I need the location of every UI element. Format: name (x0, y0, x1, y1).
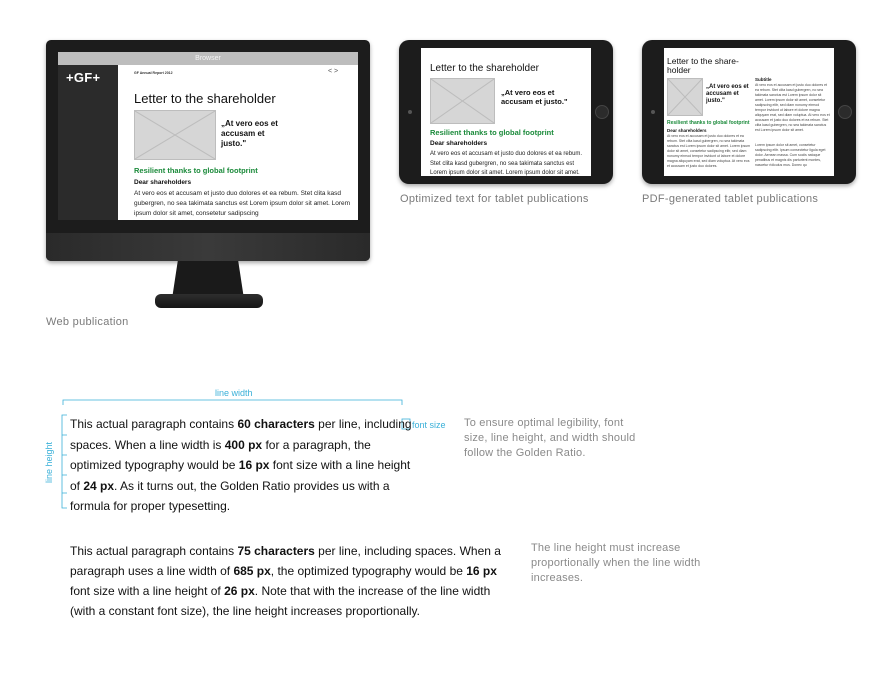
line-height-ticks (62, 435, 67, 493)
tablet-optimized-caption: Optimized text for tablet publications (400, 193, 589, 205)
line-height-bracket (62, 415, 67, 508)
tablet-section-heading: Resilient thanks to global footprint (430, 128, 554, 137)
nav-arrows-icon[interactable]: < > (328, 68, 339, 75)
web-article-title: Letter to the shareholder (134, 91, 276, 106)
pdf-section-heading: Resilient thanks to global footprint (667, 120, 750, 126)
font-size-label: font size (412, 420, 446, 430)
golden-ratio-note: To ensure optimal legibility, font size, line height, and width should follow the Golden Ratio. (464, 417, 636, 459)
gf-logo: +GF+ (66, 70, 101, 85)
pdf-article-title: Letter to the share-holder (667, 56, 739, 75)
line-width-bracket (63, 400, 402, 405)
pdf-body-text: At vero eos et accusam et justo duo dolores et ea rebum. Stet clita kasd gubergren, no sea takimata sanctus est Lorem ipsum dolor sit amet. Lorem ipsum dolor sit amet, consetetur sadipscing elitr, sed diam nonumy eirmod tempor invidunt ut labore et dolore magna aliquyam erat, sed diam voluptua. At vero eos et accusam et justo duo dolores. (667, 134, 751, 168)
tablet-article-title: Letter to the shareholder (430, 63, 539, 74)
web-body-text: At vero eos et accusam et justo duo dolores et ea rebum. Stet clita kasd gubergren, no sea takimata sanctus est Lorem ipsum dolor sit amet. Lorem ipsum dolor sit amet, consetetur sadipscing (134, 190, 351, 217)
paragraph-60-characters: This actual paragraph contains 60 characters per line, including spaces. When a line width is 400 px for a paragraph, the optimized typography would be 16 px font size with a line height of 24 px. As it turns out, the Golden Ratio provides us with a formula for proper typesetting. (70, 417, 412, 513)
pdf-column-text-2: Lorem ipsum dolor sit amet, consetetur sadipscing elitr. Ipsum consectetur ligula eget dolor. Aenean massa. Cum sociis natoque penatibus et magnis dis parturient montes, nascetur ridiculus mus. Donec qu (755, 143, 826, 167)
tablet-body-text: At vero eos et accusam et justo duo dolores et ea rebum. Stet clita kasd gubergren, no sea takimata sanctus est Lorem ipsum dolor sit amet. Lorem ipsum dolor sit amet. (430, 151, 583, 176)
pdf-column-text: At vero eos et accusam et justo duo dolores et ea rebum. Stet clita kasd gubergren, no sea takimata sanctus est Lorem ipsum dolor sit amet. Lorem ipsum dolor sit amet, consetetur sadipscing elitr, sed diam nonumy eirmod tempor invidunt ut labore et dolore magna aliquyam erat, sed diam voluptua. At vero eos et accusam et justo duo dolores et ea rebum. Stet clita kasd gubergren, no sea takimata sanctus est Lorem ipsum dolor sit amet. (755, 83, 830, 132)
line-height-label: line height (44, 441, 54, 483)
web-subheading: Dear shareholders (134, 179, 192, 186)
pdf-subtitle: Subtitle (755, 77, 772, 82)
web-pull-quote: „At vero eos et accusam et justo." (221, 119, 278, 148)
tablet-pull-quote: „At vero eos et accusam et justo." (501, 88, 568, 106)
paragraph-75-characters: This actual paragraph contains 75 characters per line, including spaces. When a paragraph uses a line width of 685 px, the optimized typography would be 16 px font size with a line height of 26 px. Note that with the increase of the line width (with a constant font size), the line height increases proportionally. (70, 544, 501, 618)
tablet-pdf-caption: PDF-generated tablet publications (642, 193, 819, 205)
browser-titlebar: Browser (58, 52, 358, 65)
line-height-note: The line height must increase proportionally when the line width increases. (531, 542, 701, 584)
web-caption: Web publication (46, 316, 129, 328)
web-section-heading: Resilient thanks to global footprint (134, 166, 258, 175)
report-label: GF Annual Report 2012 (134, 71, 173, 75)
pdf-subheading: Dear shareholders (667, 128, 707, 133)
tablet-subheading: Dear shareholders (430, 140, 488, 147)
line-width-label: line width (215, 388, 253, 398)
pdf-pull-quote: „At vero eos et accusam et justo." (706, 84, 749, 104)
